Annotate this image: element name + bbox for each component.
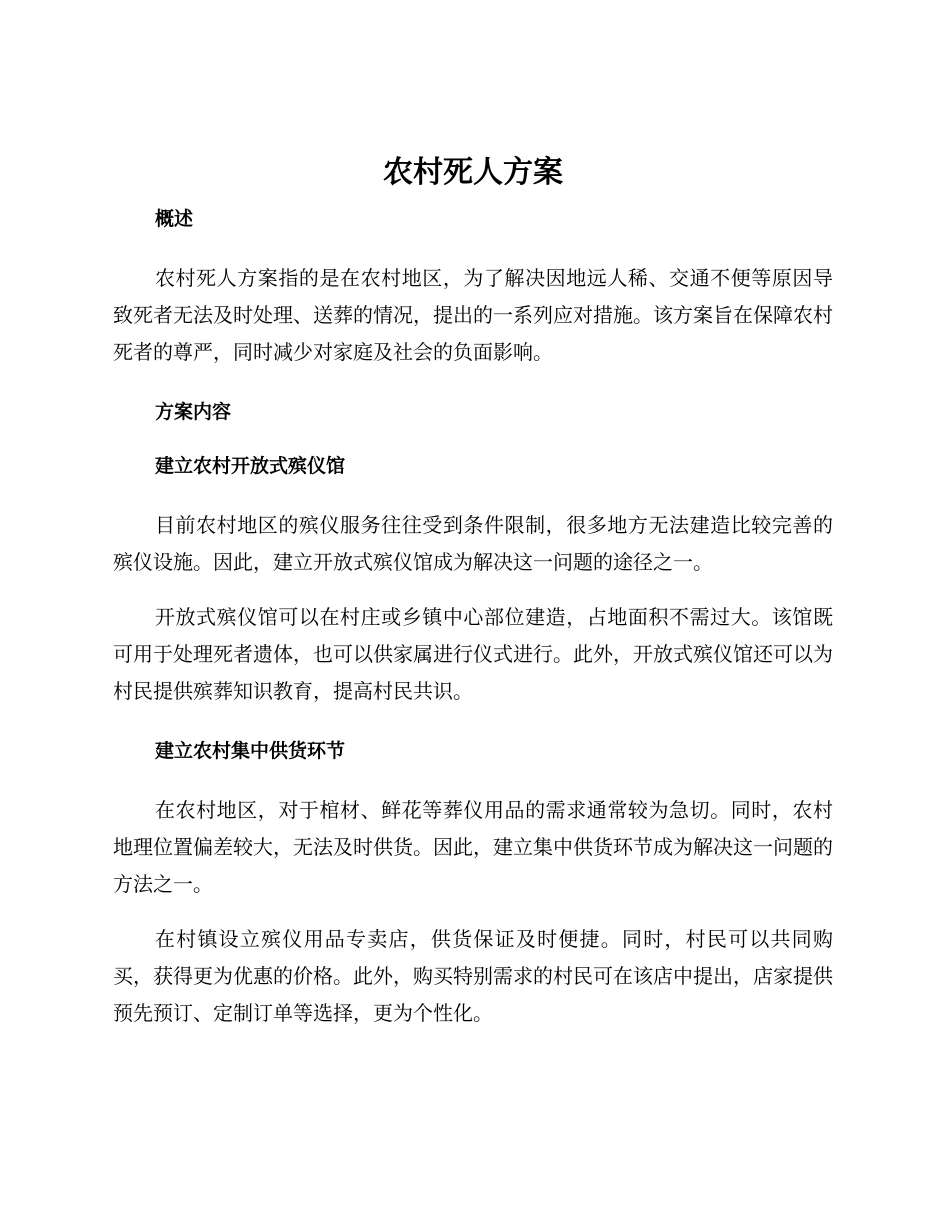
subsection-heading-funeral-home: 建立农村开放式殡仪馆 — [155, 455, 346, 477]
paragraph-overview: 农村死人方案指的是在农村地区，为了解决因地远人稀、交通不便等原因导致死者无法及时处理、送葬的情况，提出的一系列应对措施。该方案旨在保障农村死者的尊严，同时减少对家庭及社会的负面影响。 — [113, 266, 833, 364]
section-heading-overview: 概述 — [155, 208, 194, 230]
document-body — [113, 150, 833, 1032]
section-heading-plan-content: 方案内容 — [155, 401, 232, 423]
paragraph-supply-1: 在农村地区，对于棺材、鲜花等葬仪用品的需求通常较为急切。同时，农村地理位置偏差较大，无法及时供货。因此，建立集中供货环节成为解决这一问题的方法之一。 — [113, 798, 833, 896]
paragraph-funeral-home-1: 目前农村地区的殡仪服务往往受到条件限制，很多地方无法建造比较完善的殡仪设施。因此，建立开放式殡仪馆成为解决这一问题的途径之一。 — [113, 513, 833, 574]
subsection-heading-supply: 建立农村集中供货环节 — [155, 740, 346, 762]
paragraph-supply-2: 在村镇设立殡仪用品专卖店，供货保证及时便捷。同时，村民可以共同购买，获得更为优惠的价格。此外，购买特别需求的村民可在该店中提出，店家提供预先预订、定制订单等选择，更为个性化。 — [113, 927, 833, 1025]
document-title: 农村死人方案 — [383, 155, 563, 190]
paragraph-funeral-home-2: 开放式殡仪馆可以在村庄或乡镇中心部位建造，占地面积不需过大。该馆既可用于处理死者遗体，也可以供家属进行仪式进行。此外，开放式殡仪馆还可以为村民提供殡葬知识教育，提高村民共识。 — [113, 605, 833, 703]
